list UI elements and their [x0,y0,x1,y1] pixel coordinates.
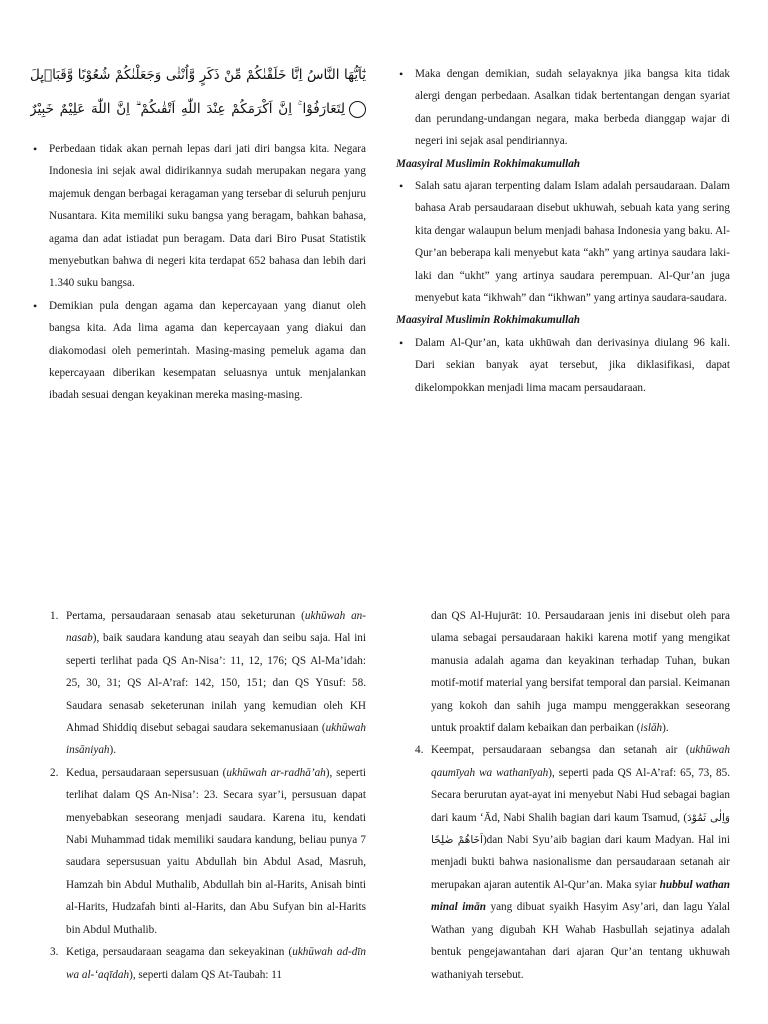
top-left-bullets [30,138,366,407]
bullet-ukhuwah-96: • Dalam Al-Qur’an, kata ukhūwah dan derivasinya diulang 96 kali. Dari sekian banyak ayat tersebut, jika diklasifikasi, dapat dikelompokkan menjadi lima macam persaudaraan. [396,332,730,399]
section-heading-1: Maasyiral Muslimin Rokhimakumullah [396,157,581,170]
quran-verse-line-2 [30,92,366,126]
list-item-3-continued: dan QS Al-Hujurāt: 10. Persaudaraan jenis ini disebut oleh para ulama sebagai persaudaraan hakiki karena motif yang mengikat manusia adalah agama dan keyakinan terhadap Tuhan, bukan motif-motif material yang bersifat temporal dan parsial. Keimanan yang kokoh dan sahih juga mampu menggerakkan seseorang untuk proaktif dalam kebaikan dan perbaikan (islāh). [431,610,730,735]
list-item-3: 3. Ketiga, persaudaraan seagama dan sekeyakinan (ukhūwah ad-dīn wa al-‘aqīdah), seperti dalam QS At-Taubah: 11 [50,941,366,986]
quran-verse-line-2-text: لِتَعَارَفُوْا ۚ اِنَّ اَكْرَمَكُمْ عِنْدَ اللّٰهِ اَتْقٰىكُمْ ۗ اِنَّ اللّٰهَ عَلِيْمٌ خَبِيْرٌ [30,101,345,117]
persaudaraan-list-right [415,739,730,985]
list-item-4: 4. Keempat, persaudaraan sebangsa dan setanah air (ukhūwah qaumīyah wa wathanīyah), seperti pada QS Al-A’raf: 65, 73, 85. Secara berurutan ayat-ayat ini menyebut Nabi Hud sebagai bagian dari kaum ‘Ād, Nabi Shalih bagian dari kaum Tsamud, (وَاِلٰى ثَمُوْدَ اَخَاهُمْ صٰلِحًا)dan Nabi Syu’aib bagian dari kaum Madyan. Hal ini menjadi bukti bahwa nasionalisme dan persaudaraan setanah air merupakan ajaran autentik Al-Qur’an. Maka syiar hubbul wathan minal imān yang dibuat syaikh Hasyim Asy’ari, dan lagu Yalal Wathan yang digubah KH Wahab Hasbullah sejatinya adalah bentuk pengejawantahan dari ajaran Qur’an tentang ukhuwah wathaniyah tersebut. [415,739,730,985]
bullet-persaudaraan: • Salah satu ajaran terpenting dalam Islam adalah persaudaraan. Dalam bahasa Arab persaudaraan disebut ukhuwah, sebuah kata yang sering kita dengar walaupun belum menjadi bahasa Indonesia yang baku. Al-Qur’an beberapa kali menyebut kata “akh” yang artinya saudara laki-laki dan “ukht” yang artinya saudara perempuan. Al-Qur’an juga menyebut kata “ikhwah” dan “ikhwan” yang artinya saudara-saudara. [396,175,730,309]
top-left-column [30,58,366,407]
list-number: 4. [415,744,424,757]
list-item-1: 1. Pertama, persaudaraan senasab atau seketurunan (ukhūwah an-nasab), baik saudara kandung atau seayah dan seibu saja. Hal ini seperti terlihat pada QS An-Nisa’: 11, 12, 176; QS Al-Ma’idah: 25, 30, 31; QS Al-A’raf: 142, 150, 151; dan QS Yūsuf: 58. Saudara senasab seketerunan inilah yang kemudian oleh KH Ahmad Shiddiq disebut sebagai saudara sekemanusiaan (ukhūwah insāniyah). [50,605,366,762]
list-number: 1. [50,610,59,622]
ayah-end-marker-icon [349,101,366,118]
list-item-2: 2. Kedua, persaudaraan sepersusuan (ukhūwah ar-radhā’ah), seperti terlihat dalam QS An-Nisa’: 23. Secara syar’i, persusuan dapat menyebabkan seseorang menjadi saudara. Karena itu, kendati Nabi Muhammad tidak memiliki saudara kandung, beliau punya 7 saudara sepersusuan yaitu Abdullah bin Abdul Asad, Masruh, Hamzah bin Abdul Muthalib, Abdullah bin al-Harits, Anisah binti al-Harits, Hudzafah binti al-Harits, dan Abu Sufyan bin al-Harits bin Abdul Muthalib. [50,762,366,941]
top-right-bullets-1 [396,63,730,153]
bullet-perbedaan: • Perbedaan tidak akan pernah lepas dari jati diri bangsa kita. Negara Indonesia ini sejak awal didirikannya sudah merupakan negara yang majemuk dengan berbagai keragaman yang tersebar di seluruh penjuru Nusantara. Kita memiliki suku bangsa yang beragam, bahkan bahasa, agama dan adat istiadat pun beragam. Data dari Biro Pusat Statistik menyebutkan bahwa di negeri kita terdapat 652 bahasa dan lebih dari 1.340 suku bangsa. [30,138,366,295]
bottom-right-column [415,605,730,986]
top-right-column [396,63,730,399]
top-right-bullets-3 [396,332,730,399]
section-heading-2: Maasyiral Muslimin Rokhimakumullah [396,314,581,327]
list-number: 3. [50,946,59,959]
bottom-left-column [50,605,366,986]
top-right-bullets-2 [396,175,730,309]
persaudaraan-list-left [50,605,366,986]
quran-verse-line-1: يٰٓاَيُّهَا النَّاسُ اِنَّا خَلَقْنٰكُمْ مِّنْ ذَكَرٍ وَّاُنْثٰى وَجَعَلْنٰكُمْ شُعُوْبًا وَّقَبَاۤىِٕلَ [30,67,366,83]
list-number: 2. [50,766,59,779]
bullet-maka-demikian: • Maka dengan demikian, sudah selayaknya jika bangsa kita tidak alergi dengan perbedaan. Asalkan tidak bertentangan dengan syariat dan perundang-undangan negara, maka berbeda dianggap wajar di negeri ini sejak asal pendiriannya. [396,63,730,153]
inline-arabic-verse: وَاِلٰى ثَمُوْدَ اَخَاهُمْ صٰلِحًا [431,811,730,847]
bullet-agama: • Demikian pula dengan agama dan kepercayaan yang dianut oleh bangsa kita. Ada lima agama dan kepercayaan yang diakui dan diakomodasi oleh pemerintah. Masing-masing pemeluk agama dan kepercayaan diberikan kesempatan seluasnya untuk menjalankan ibadah sesuai dengan keyakinan mereka masing-masing. [30,295,366,407]
